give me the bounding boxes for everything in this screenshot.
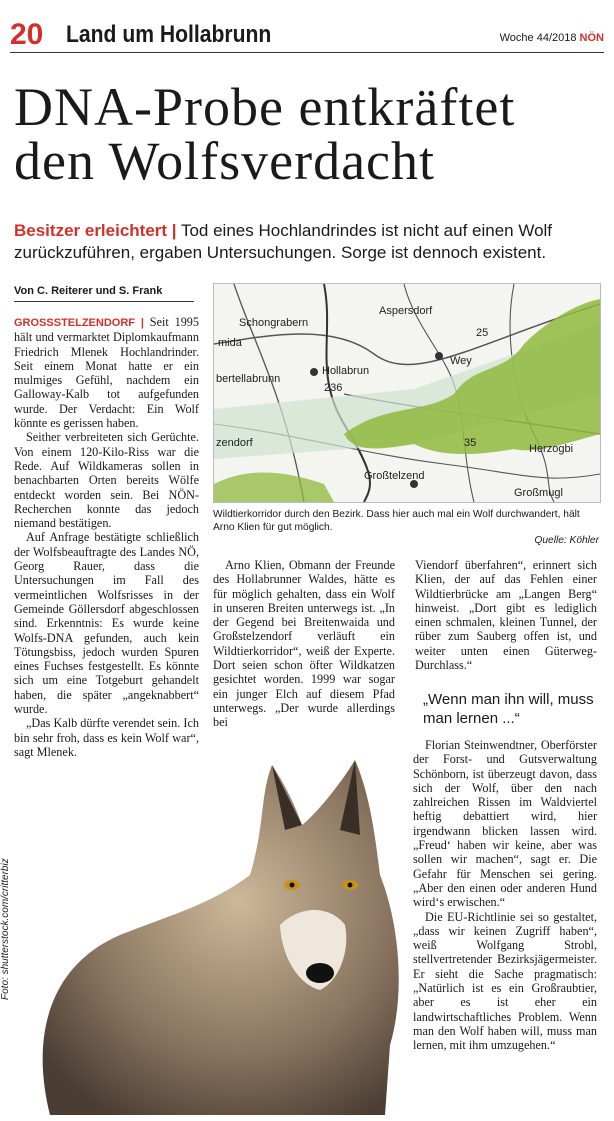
dateline: GROSSSTELZENDORF |	[14, 317, 144, 329]
map-label: Herzogbi	[529, 443, 574, 455]
map-source: Quelle: Köhler	[534, 535, 599, 546]
page-number: 20	[10, 18, 44, 51]
photo-credit: Foto: shutterstock.com/critterbiz	[0, 858, 11, 1000]
paragraph: Arno Klien, Obmann der Freunde des Hollabrunner Waldes, hätte es für möglich gehalten, dass ein Wolf in unseren Breiten unterwegs ist. „In der Gegend bei Breitenwaida und Großstelzendorf verläuft ein Wildtierkorridor“, weiß der Experte. Dort seien schon öfter Wildkatzen gesichtet worden. 1999 war sogar ein junger Elch auf diesem Pfad unterwegs. „Der wurde allerdings bei	[213, 558, 395, 730]
paragraph: Auf Anfrage bestätigte schließlich der Wolfsbeauftragte des Landes NÖ, Georg Rauer, dass die Untersuchungen im Fall des vermeintlichen Wolfsrisses in der Gemeinde Göllersdorf abgeschlossen sind. Erkenntnis: Es wurde keine Wolfs-DNA gefunden, auch kein Tötungsbiss, jedoch wurden Spuren eines Fuchses festgestellt. Es könnte sich um eine Totgeburt gehandelt haben, die später „angeknabbert“ wurde.	[14, 530, 199, 717]
map-label: zendorf	[216, 437, 253, 449]
kicker: Besitzer erleichtert |	[14, 221, 177, 240]
road-number: 236	[324, 382, 343, 394]
paragraph: GROSSSTELZENDORF | Seit 1995 hält und vermarktet Diplomkaufmann Friedrich Mlenek Hochlandrinder. Seit einem Monat hatte er ein mulmiges Gefühl, nachdem ein Galloway-Kalb tot aufgefunden wurde. Der Verdacht: Ein Wolf könnte es gerissen haben.	[14, 315, 199, 431]
map-graphic	[214, 284, 600, 502]
header-rule	[10, 52, 604, 53]
paragraph: „Das Kalb dürfte verendet sein. Ich bin sehr froh, dass es kein Wolf war“, sagt Mlenek.	[14, 716, 199, 759]
paragraph: Die EU-Richtlinie sei so gestaltet, „dass wir keinen Zugriff haben“, weiß Wolfgang Strobl, stellvertretender Bezirksjägermeister. Er sieht die Sache pragmatisch: „Natürlich ist es ein Großraubtier, aber es ist eher ein landwirtschaftliches Problem. Wenn man den Wolf haben will, muss man lernen, mit ihm umzugehen.“	[413, 909, 597, 1053]
article-column-1	[14, 315, 199, 759]
map-label: bertellabrunn	[216, 373, 281, 385]
section-title: Land um Hollabrunn	[66, 21, 272, 48]
map-label: Großtelzend	[364, 470, 425, 482]
subheadline	[14, 220, 604, 264]
map-label: Schongrabern	[239, 317, 309, 329]
issue-info	[500, 32, 604, 44]
map-label: Hollabrun	[322, 365, 370, 377]
map-label: mida	[218, 337, 242, 349]
article-column-3	[415, 558, 597, 672]
headline-line-2: den Wolfsverdacht	[14, 131, 436, 191]
paragraph: Seither verbreiteten sich Gerüchte. Von einem 120-Kilo-Riss war die Rede. Auf Wildkameras sollen in benachbarten Orten bereits Wölfe entdeckt worden sein. Bei NÖN-Recherchen konnte das jedoch niemand bestätigen.	[14, 430, 199, 531]
headline	[14, 77, 604, 191]
map-label: Großmugl	[514, 487, 563, 499]
brand-label: NÖN	[579, 32, 604, 44]
headline-line-1: DNA-Probe entkräftet	[14, 77, 516, 137]
article-column-3-continued	[413, 738, 597, 1053]
article-column-2	[213, 558, 395, 730]
map-label: Wey	[450, 355, 472, 367]
caption-text: Wildtierkorridor durch den Bezirk. Dass hier auch mal ein Wolf durchwandert, hält Arno Klien für gut möglich.	[213, 509, 580, 533]
paragraph: Viendorf überfahren“, erinnert sich Klien, der auf das Fehlen einer Wildtierbrücke am „Langen Berg“ hinweist. „Dort gibt es lediglich einen schmalen, kleinen Tunnel, der rüber zum Sauberg offen ist, und weiter unten einen Güterweg-Durchlass.“	[415, 558, 597, 673]
subheadline-text: Tod eines Hochlandrindes ist nicht auf einen Wolf zurückzuführen, ergaben Untersuchungen. Sorge ist dennoch existent.	[14, 221, 553, 262]
road-number: 35	[464, 437, 477, 449]
wolf-photo	[10, 735, 410, 1115]
corridor-map	[213, 283, 601, 503]
pull-quote: „Wenn man ihn will, muss man lernen ...“	[423, 691, 594, 727]
byline: Von C. Reiterer und S. Frank	[14, 285, 194, 302]
map-label: Aspersdorf	[379, 305, 433, 317]
road-number: 25	[476, 327, 489, 339]
map-caption	[213, 508, 599, 547]
wolf-illustration	[10, 735, 410, 1115]
week-label: Woche 44/2018	[499, 32, 577, 44]
paragraph: Florian Steinwendtner, Oberförster der Forst- und Gutsverwaltung Schönborn, ist überzeugt davon, dass sich der Wolf, über den nach zahlreichen Rissen im Waldviertel heftig debattiert wird, hier irgendwann blicken lassen wird. „Freud‘ haben wir keine, aber was sollen wir machen“, sagt er. Die Gefahr für Menschen sei gering. „Aber den einen oder anderen Hund wird‘s erwischen.“	[413, 738, 597, 910]
